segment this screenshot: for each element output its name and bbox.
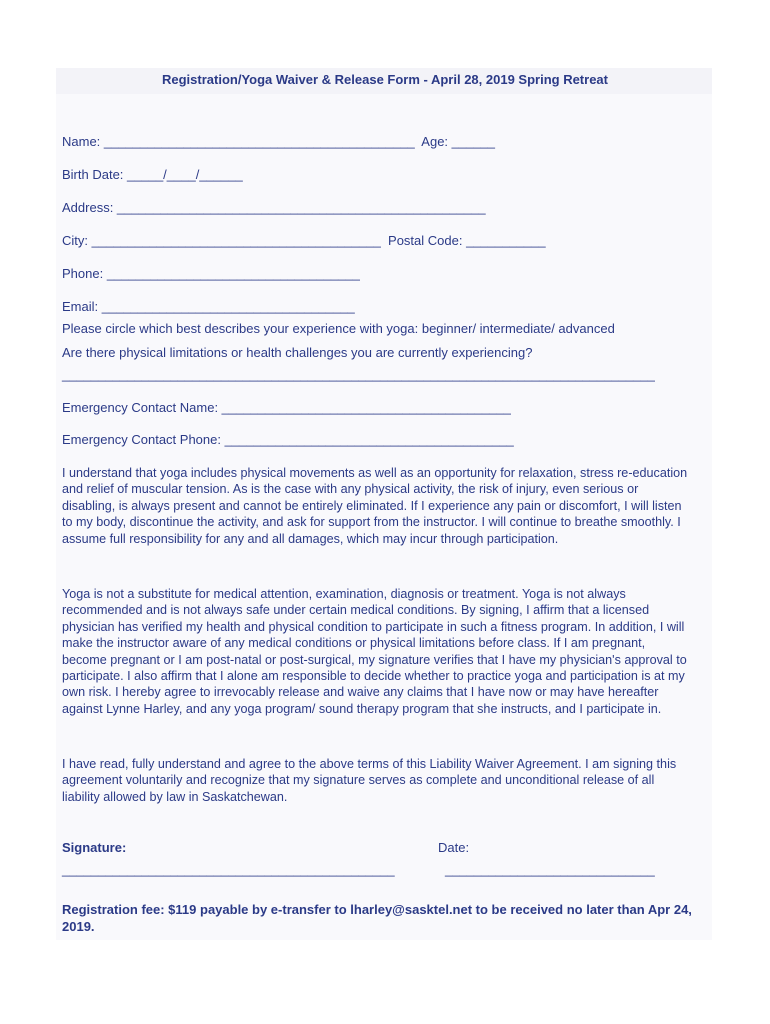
waiver-paragraph-1: I understand that yoga includes physical movements as well as an opportunity for relaxation, stress re-education and relief of muscular tension. As is the case with any physical activity, the risk of injury, even serious or disabling, is always present and cannot be entirely eliminated. If I experience any pain or discomfort, I will listen to my body, discontinue the activity, and ask for support from the instructor. I will continue to breathe smoothly. I assume full responsibility for any and all damages, which may incur through participation. — [62, 466, 688, 546]
limitations-question: Are there physical limitations or health challenges you are currently experiencing? — [62, 345, 533, 360]
limitations-answer-field[interactable]: __________________________________________________________________________________ — [62, 367, 655, 382]
registration-fee-note: Registration fee: $119 payable by e-transfer to lharley@sasktel.net to be received no later than Apr 24, 2019. — [62, 902, 692, 934]
emergency-contact-phone-field[interactable]: Emergency Contact Phone: ________________________________________ — [62, 432, 514, 447]
birth-date-field[interactable]: Birth Date: _____/____/______ — [62, 167, 243, 182]
emergency-contact-name-field[interactable]: Emergency Contact Name: ________________________________________ — [62, 400, 511, 415]
signature-label: Signature: — [62, 840, 127, 855]
experience-question: Please circle which best describes your experience with yoga: beginner/ intermediate/ advanced — [62, 321, 615, 336]
waiver-paragraph-2: Yoga is not a substitute for medical attention, examination, diagnosis or treatment. Yoga is not always recommended and is not always safe under certain medical conditions. By signing, I affirm that a licensed physician has verified my health and physical condition to participate in such a fitness program. In addition, I will make the instructor aware of any medical conditions or physical limitations before class. If I am pregnant, become pregnant or I am post-natal or post-surgical, my signature verifies that I have my physician's approval to participate. I also affirm that I alone am responsible to decide whether to practice yoga and participation is at my own risk. I hereby agree to irrevocably release and waive any claims that I have now or may have hereafter against Lynne Harley, and any yoga program/ sound therapy program that she instructs, and I participate in. — [62, 587, 687, 716]
signature-field[interactable]: ______________________________________________ — [62, 862, 395, 877]
name-field[interactable]: Name: ___________________________________________ Age: ______ — [62, 134, 496, 149]
city-postal-field[interactable]: City: ________________________________________ Postal Code: ___________ — [62, 233, 546, 248]
form-title: Registration/Yoga Waiver & Release Form - April 28, 2019 Spring Retreat — [162, 72, 608, 87]
waiver-paragraph-3: I have read, fully understand and agree to the above terms of this Liability Waiver Agreement. I am signing this agreement voluntarily and recognize that my signature serves as complete and unconditional release of all liability allowed by law in Saskatchewan. — [62, 757, 677, 804]
date-label: Date: — [438, 840, 470, 855]
email-field[interactable]: Email: ___________________________________ — [62, 299, 355, 314]
date-field[interactable]: _____________________________ — [445, 862, 655, 877]
address-field[interactable]: Address: ___________________________________________________ — [62, 200, 486, 215]
phone-field[interactable]: Phone: ___________________________________ — [62, 266, 360, 281]
